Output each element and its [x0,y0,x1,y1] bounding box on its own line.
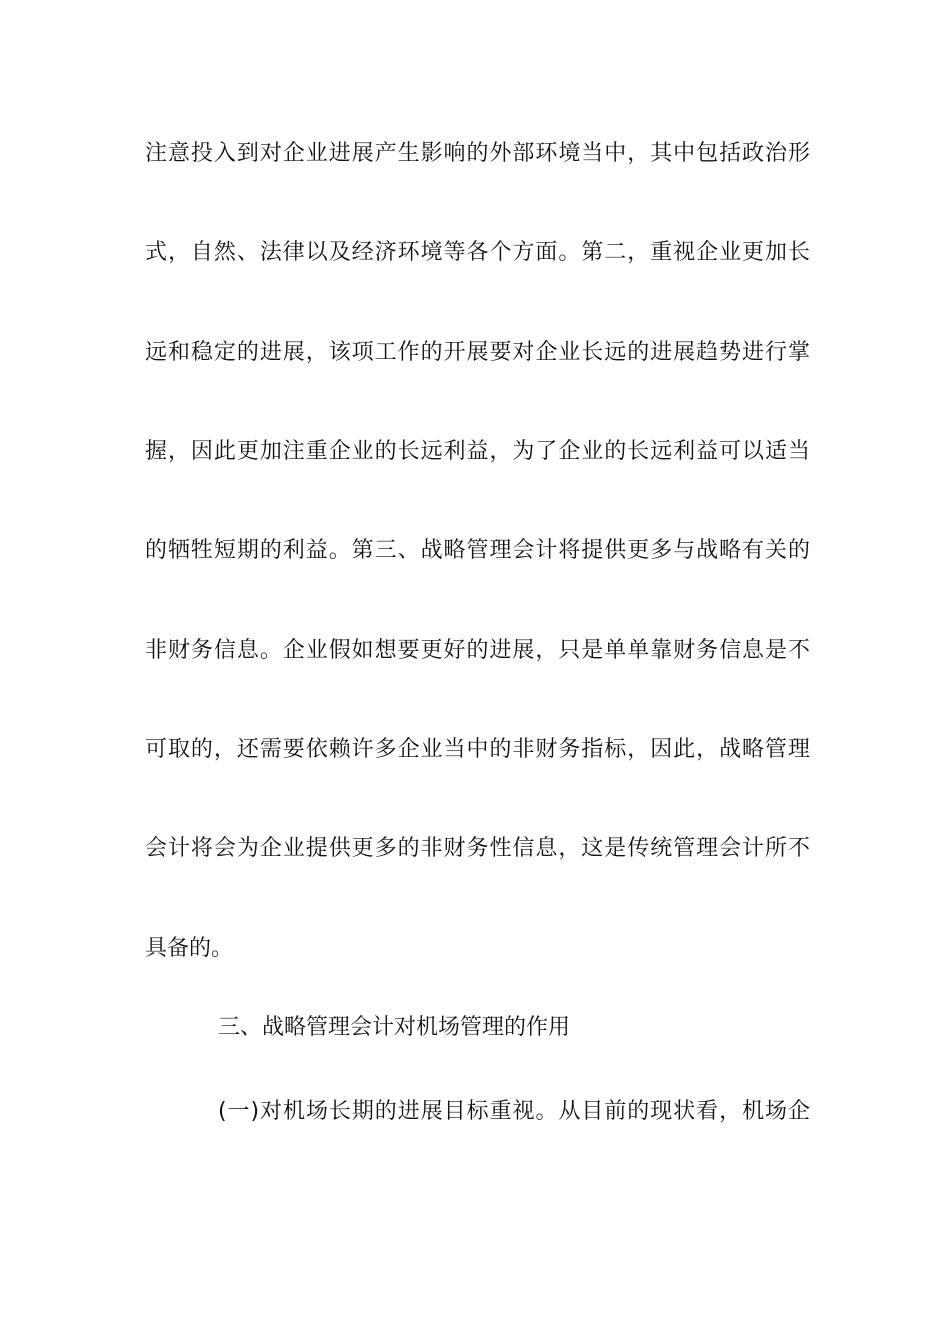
paragraph-line-6: 非财务信息。企业假如想要更好的进展，只是单单靠财务信息是不 [145,638,810,663]
section-heading: 三、战略管理会计对机场管理的作用 [218,1015,571,1040]
paragraph-line-5: 的牺牲短期的利益。第三、战略管理会计将提供更多与战略有关的 [145,538,810,563]
paragraph-line-1: 注意投入到对企业进展产生影响的外部环境当中，其中包括政治形 [145,141,810,166]
paragraph-line-4: 握，因此更加注重企业的长远利益，为了企业的长远利益可以适当 [145,439,810,464]
paragraph-line-3: 远和稳定的进展，该项工作的开展要对企业长远的进展趋势进行掌 [145,340,810,365]
subsection-line-1: (一)对机场长期的进展目标重视。从目前的现状看，机场企 [218,1099,810,1124]
paragraph-line-7: 可取的，还需要依赖许多企业当中的非财务指标，因此，战略管理 [145,737,810,762]
paragraph-line-8: 会计将会为企业提供更多的非财务性信息，这是传统管理会计所不 [145,836,810,861]
paragraph-line-2: 式，自然、法律以及经济环境等各个方面。第二，重视企业更加长 [145,240,810,265]
paragraph-line-9: 具备的。 [145,936,234,961]
